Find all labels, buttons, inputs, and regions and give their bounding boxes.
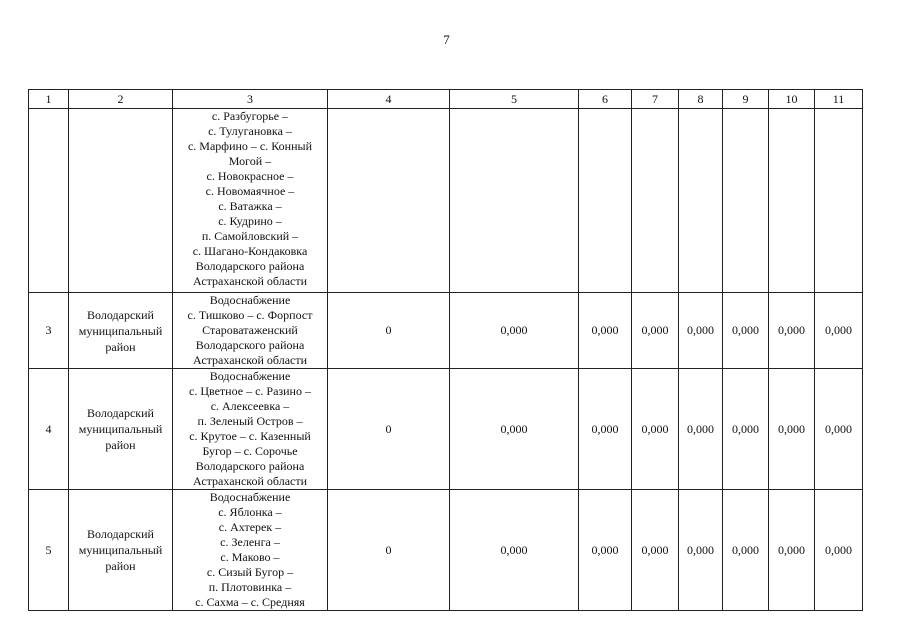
column-header: 8 [679, 90, 723, 109]
district-line: муниципальный [78, 422, 163, 436]
column-header: 11 [815, 90, 863, 109]
value-cell: 0,000 [723, 293, 769, 369]
district-line: район [105, 559, 136, 573]
value-cell: 0,000 [769, 293, 815, 369]
value-cell: 0,000 [632, 490, 679, 611]
route-line: с. Яблонка – [218, 505, 282, 519]
value-cell: 0,000 [450, 490, 579, 611]
district-cell [69, 293, 173, 369]
district-line: Володарский [87, 406, 154, 420]
value-cell: 0,000 [769, 490, 815, 611]
table-row [29, 293, 863, 369]
column-header: 4 [328, 90, 450, 109]
value-cell: 0 [328, 490, 450, 611]
district-cell [69, 369, 173, 490]
route-line: с. Сизый Бугор – [206, 565, 294, 579]
route-line: Водоснабжение [209, 293, 291, 307]
district-line: муниципальный [78, 543, 163, 557]
header-row [29, 90, 863, 109]
value-cell [769, 109, 815, 293]
value-cell [450, 109, 579, 293]
route-line: Водоснабжение [209, 490, 291, 504]
column-header: 3 [173, 90, 328, 109]
route-line: с. Цветное – с. Разино – [189, 384, 311, 398]
route-line: с. Алексеевка – [210, 399, 290, 413]
route-line: п. Плотовинка – [208, 580, 292, 594]
column-header: 7 [632, 90, 679, 109]
value-cell: 0,000 [450, 293, 579, 369]
value-cell [723, 109, 769, 293]
value-cell [632, 109, 679, 293]
route-line: п. Самойловский – [201, 229, 299, 243]
district-cell [69, 490, 173, 611]
column-header: 1 [29, 90, 69, 109]
column-header: 9 [723, 90, 769, 109]
value-cell: 0,000 [723, 369, 769, 490]
value-cell: 0,000 [450, 369, 579, 490]
route-line: с. Крутое – с. Казенный [189, 429, 311, 443]
route-line: с. Новокрасное – [206, 169, 294, 183]
route-cell [173, 369, 328, 490]
value-cell: 0 [328, 369, 450, 490]
route-line: с. Сахма – с. Средняя [195, 595, 305, 609]
value-cell: 0,000 [679, 293, 723, 369]
district-line: район [105, 438, 136, 452]
route-line: Астраханской области [192, 274, 308, 288]
data-table [28, 89, 863, 611]
route-line: с. Новомаячное – [205, 184, 295, 198]
value-cell: 0,000 [579, 293, 632, 369]
value-cell: 0,000 [632, 293, 679, 369]
value-cell: 0,000 [815, 369, 863, 490]
value-cell [679, 109, 723, 293]
column-header: 10 [769, 90, 815, 109]
value-cell [328, 109, 450, 293]
value-cell: 0,000 [579, 369, 632, 490]
route-line: Астраханской области [192, 353, 308, 367]
route-line: Астраханской области [192, 474, 308, 488]
route-line: п. Зеленый Остров – [197, 414, 303, 428]
route-line: с. Ахтерек – [218, 520, 282, 534]
value-cell: 0,000 [632, 369, 679, 490]
value-cell: 0,000 [769, 369, 815, 490]
route-line: Могой – [228, 154, 272, 168]
value-cell [579, 109, 632, 293]
district-cell [69, 109, 173, 293]
route-line: с. Кудрино – [218, 214, 282, 228]
route-line: с. Маково – [220, 550, 280, 564]
route-line: Володарского района [195, 459, 305, 473]
route-cell [173, 490, 328, 611]
table-row [29, 369, 863, 490]
district-line: Володарский [87, 527, 154, 541]
value-cell: 0,000 [815, 490, 863, 611]
table-row-continuation [29, 109, 863, 293]
route-line: Староватаженский [202, 323, 298, 337]
route-line: с. Ватажка – [218, 199, 282, 213]
value-cell: 0,000 [723, 490, 769, 611]
route-line: Водоснабжение [209, 369, 291, 383]
row-number-cell [29, 109, 69, 293]
route-cell [173, 293, 328, 369]
route-line: с. Тулугановка – [208, 124, 292, 138]
value-cell [815, 109, 863, 293]
value-cell: 0,000 [579, 490, 632, 611]
route-line: с. Тишково – с. Форпост [187, 308, 313, 322]
row-number-cell: 3 [29, 293, 69, 369]
route-line: с. Зеленга – [220, 535, 280, 549]
column-header: 2 [69, 90, 173, 109]
value-cell: 0 [328, 293, 450, 369]
value-cell: 0,000 [815, 293, 863, 369]
value-cell: 0,000 [679, 490, 723, 611]
route-line: с. Разбугорье – [211, 109, 289, 123]
route-line: Володарского района [195, 259, 305, 273]
route-line: Бугор – с. Сорочье [202, 444, 298, 458]
column-header: 5 [450, 90, 579, 109]
route-line: с. Марфино – с. Конный [187, 139, 312, 153]
route-line: Володарского района [195, 338, 305, 352]
district-line: Володарский [87, 307, 154, 322]
route-line: с. Шагано-Кондаковка [192, 244, 308, 258]
value-cell: 0,000 [679, 369, 723, 490]
table-row [29, 490, 863, 611]
route-cell [173, 109, 328, 293]
district-line: муниципальный [78, 323, 163, 338]
page-number: 7 [443, 32, 450, 47]
row-number-cell: 4 [29, 369, 69, 490]
district-line: район [105, 339, 136, 354]
column-header: 6 [579, 90, 632, 109]
row-number-cell: 5 [29, 490, 69, 611]
